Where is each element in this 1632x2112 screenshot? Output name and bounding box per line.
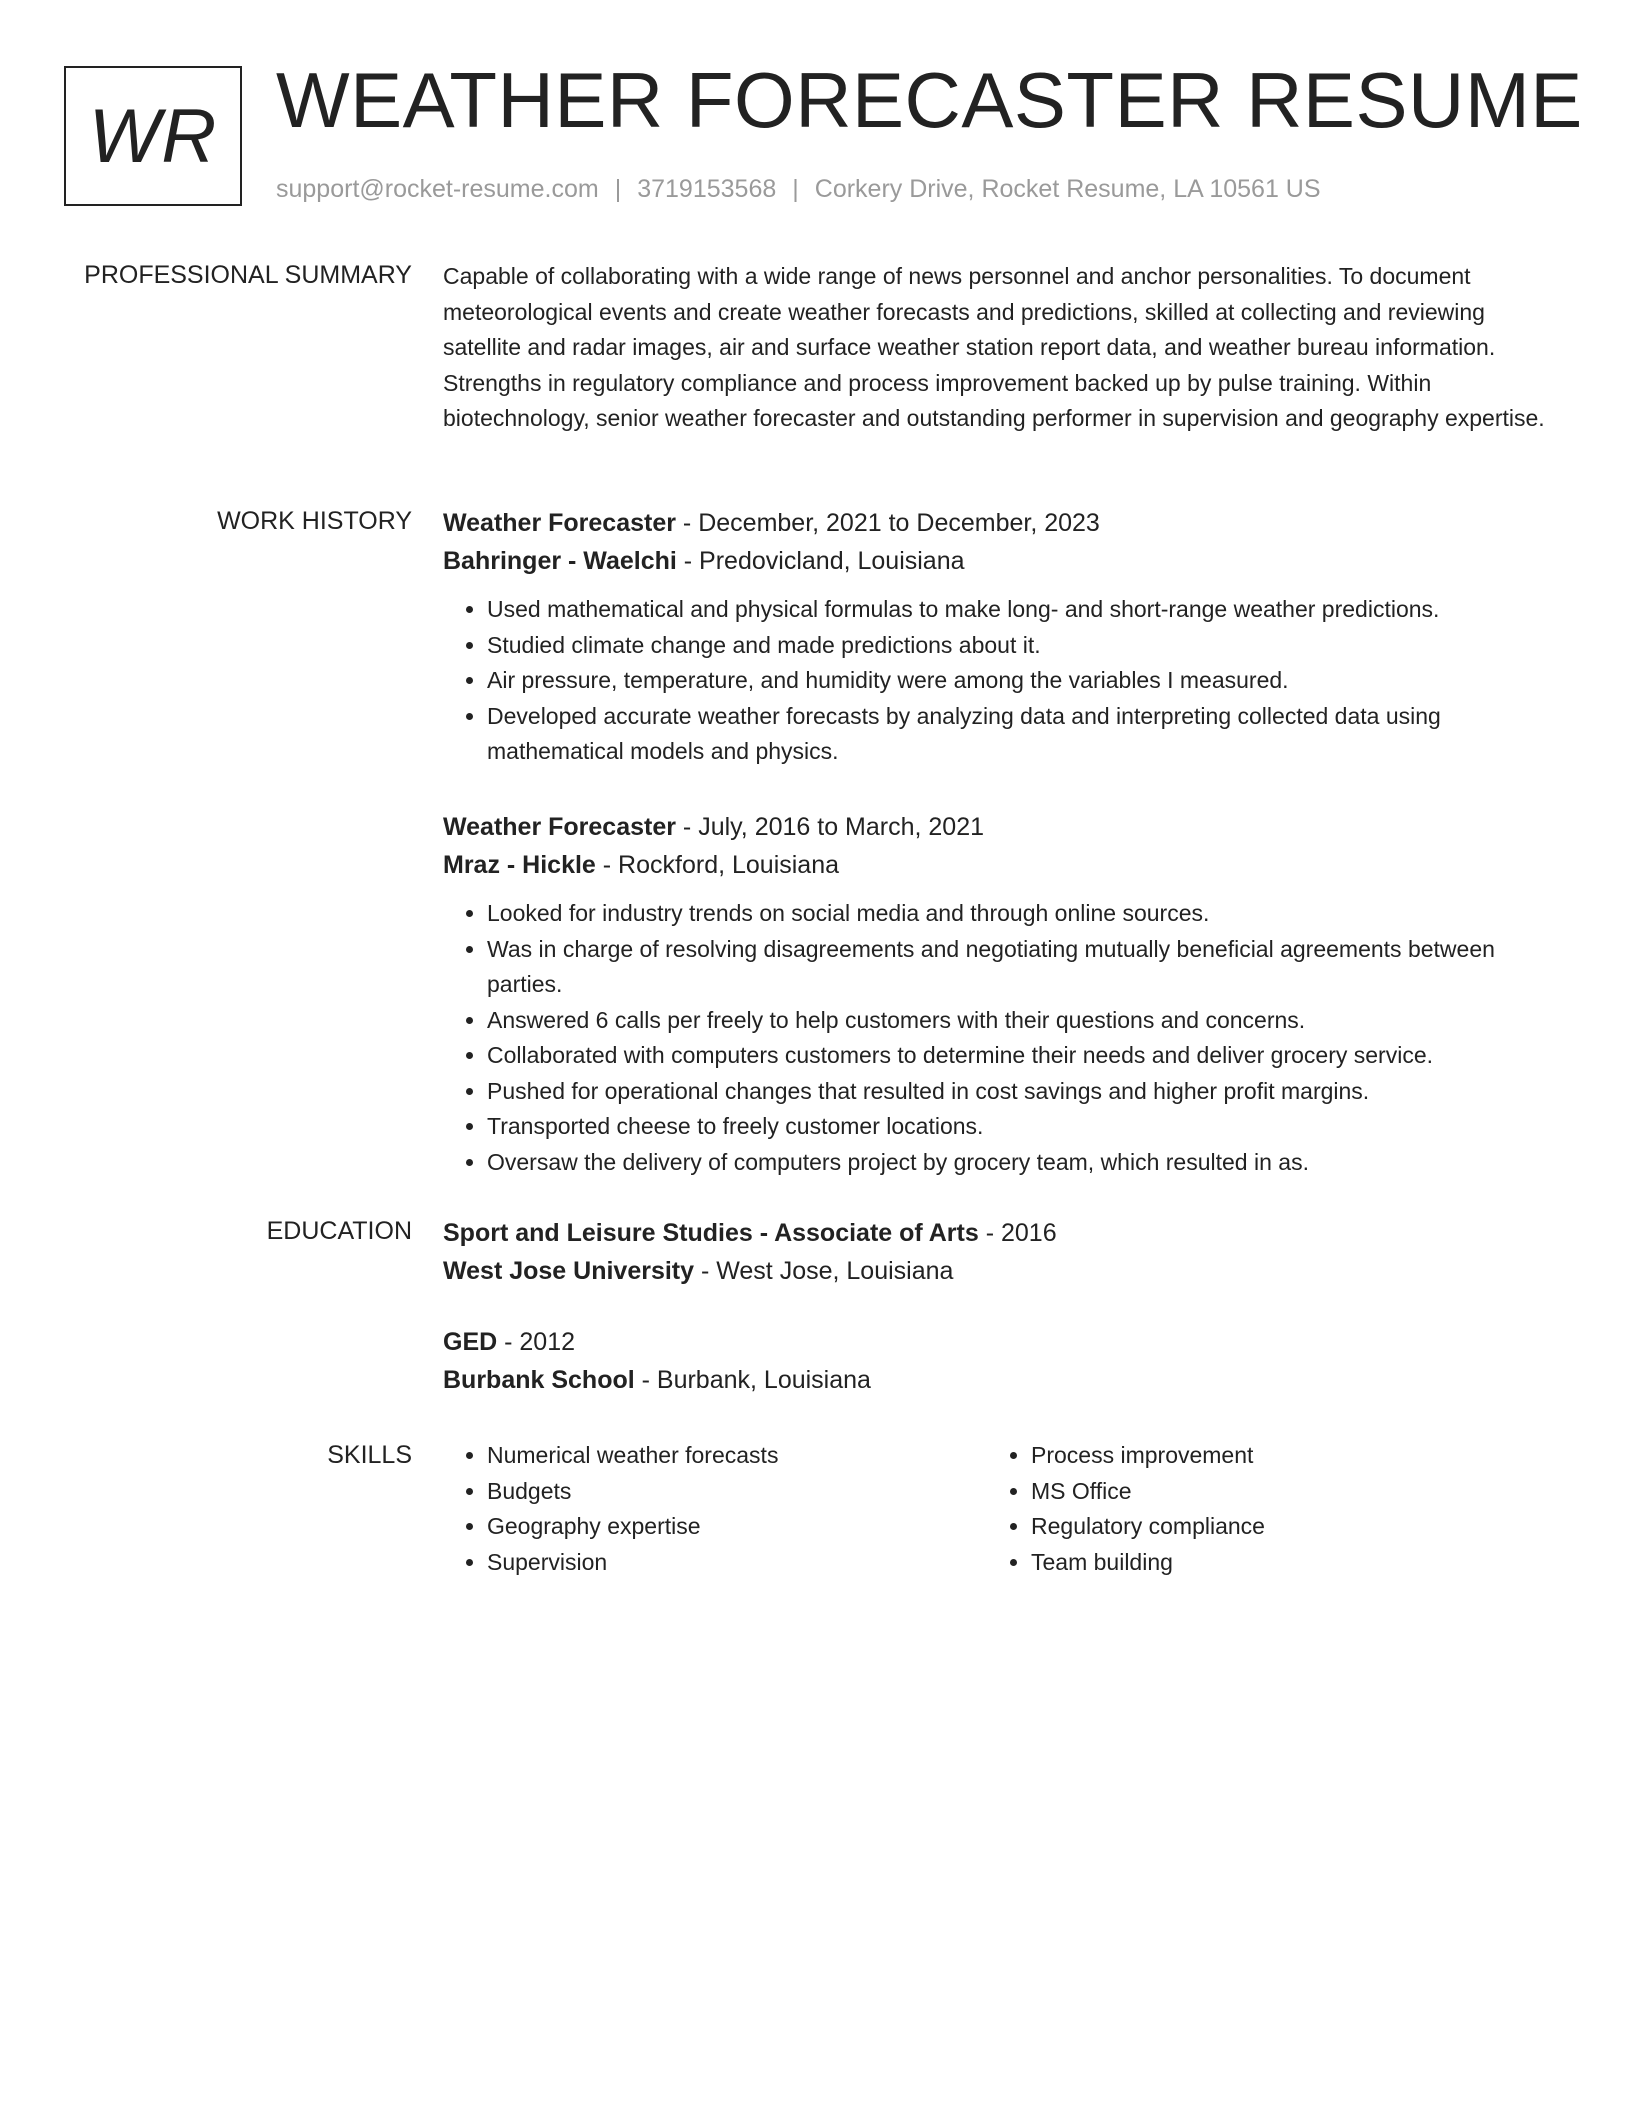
education-school: West Jose University	[443, 1257, 695, 1285]
education-year: - 2016	[978, 1219, 1057, 1247]
job-bullet: • Pushed for operational changes that resulted in cost savings and higher profit margins.	[487, 1074, 1553, 1110]
skill-item: • Geography expertise	[487, 1509, 983, 1545]
job-entry	[443, 808, 1553, 1180]
job-location: - Rockford, Louisiana	[595, 851, 840, 879]
contact-separator: |	[792, 175, 799, 203]
job-company: Mraz - Hickle	[443, 851, 596, 879]
education-school-line	[443, 1252, 1553, 1290]
education-degree-line	[443, 1323, 1553, 1361]
job-entry	[443, 504, 1553, 770]
education-location: - Burbank, Louisiana	[634, 1366, 871, 1394]
education-school-line	[443, 1361, 1553, 1399]
education-school: Burbank School	[443, 1366, 635, 1394]
section-label-skills: SKILLS	[327, 1441, 412, 1469]
contact-address: Corkery Drive, Rocket Resume, LA 10561 US	[814, 175, 1321, 203]
summary-body	[443, 259, 1553, 437]
job-bullet: • Studied climate change and made predictions about it.	[487, 628, 1553, 664]
job-company: Bahringer - Waelchi	[443, 547, 677, 575]
job-company-line	[443, 846, 1553, 884]
education-degree: GED	[443, 1328, 498, 1356]
skill-item: • MS Office	[1031, 1474, 1527, 1510]
education-entry	[443, 1323, 1553, 1399]
education-degree-line	[443, 1214, 1553, 1252]
section-label-education: EDUCATION	[266, 1217, 412, 1245]
skills-column-left	[443, 1438, 983, 1580]
contact-line	[276, 172, 1321, 206]
job-bullet: • Was in charge of resolving disagreements and negotiating mutually beneficial agreements between parties.	[487, 932, 1553, 1003]
education-location: - West Jose, Louisiana	[694, 1257, 954, 1285]
monogram-logo	[64, 66, 242, 206]
skill-item: • Numerical weather forecasts	[487, 1438, 983, 1474]
skill-item: • Supervision	[487, 1545, 983, 1581]
education-year: - 2012	[497, 1328, 576, 1356]
summary-text: Capable of collaborating with a wide range of news personnel and anchor personalities. To document meteorological events and create weather forecasts and predictions, skilled at collecting and reviewing satellite and radar images, air and surface weather station report data, and weather bureau information. Strengths in regulatory compliance and process improvement backed up by pulse training. Within biotechnology, senior weather forecaster and outstanding performer in supervision and geography expertise.	[443, 263, 1545, 431]
job-location: - Predovicland, Louisiana	[676, 547, 965, 575]
contact-separator: |	[614, 175, 622, 203]
job-bullet: • Looked for industry trends on social media and through online sources.	[487, 896, 1553, 932]
job-bullet: • Air pressure, temperature, and humidity were among the variables I measured.	[487, 663, 1553, 699]
skills-list	[443, 1438, 983, 1580]
skill-item: • Process improvement	[1031, 1438, 1527, 1474]
job-bullet: • Collaborated with computers customers to determine their needs and deliver grocery service.	[487, 1038, 1553, 1074]
job-title: Weather Forecaster	[443, 813, 676, 841]
job-bullet: • Used mathematical and physical formulas to make long- and short-range weather predictions.	[487, 592, 1553, 628]
skill-item: • Team building	[1031, 1545, 1527, 1581]
skill-item: • Regulatory compliance	[1031, 1509, 1527, 1545]
job-title-line	[443, 808, 1553, 846]
section-label-work-history: WORK HISTORY	[217, 507, 412, 535]
job-bullet: • Answered 6 calls per freely to help customers with their questions and concerns.	[487, 1003, 1553, 1039]
skill-item: • Budgets	[487, 1474, 983, 1510]
contact-email: support@rocket-resume.com	[276, 175, 599, 203]
job-title: Weather Forecaster	[443, 509, 676, 537]
job-bullet: • Oversaw the delivery of computers project by grocery team, which resulted in as.	[487, 1145, 1553, 1181]
job-bullets	[443, 896, 1553, 1180]
skills-list	[987, 1438, 1527, 1580]
skills-column-right	[987, 1438, 1527, 1580]
job-bullet: • Developed accurate weather forecasts by analyzing data and interpreting collected data using mathematical models and physics.	[487, 699, 1553, 770]
monogram-text: WR	[88, 93, 218, 179]
section-label-summary: PROFESSIONAL SUMMARY	[84, 261, 412, 289]
job-title-line	[443, 504, 1553, 542]
job-dates: - December, 2021 to December, 2023	[675, 509, 1100, 537]
job-company-line	[443, 542, 1553, 580]
job-bullet: • Transported cheese to freely customer locations.	[487, 1109, 1553, 1145]
job-bullets	[443, 592, 1553, 770]
job-dates: - July, 2016 to March, 2021	[675, 813, 985, 841]
education-degree: Sport and Leisure Studies - Associate of Arts	[443, 1219, 979, 1247]
education-entry	[443, 1214, 1553, 1290]
contact-phone: 3719153568	[637, 175, 777, 203]
resume-title: WEATHER FORECASTER RESUME	[276, 56, 1583, 144]
